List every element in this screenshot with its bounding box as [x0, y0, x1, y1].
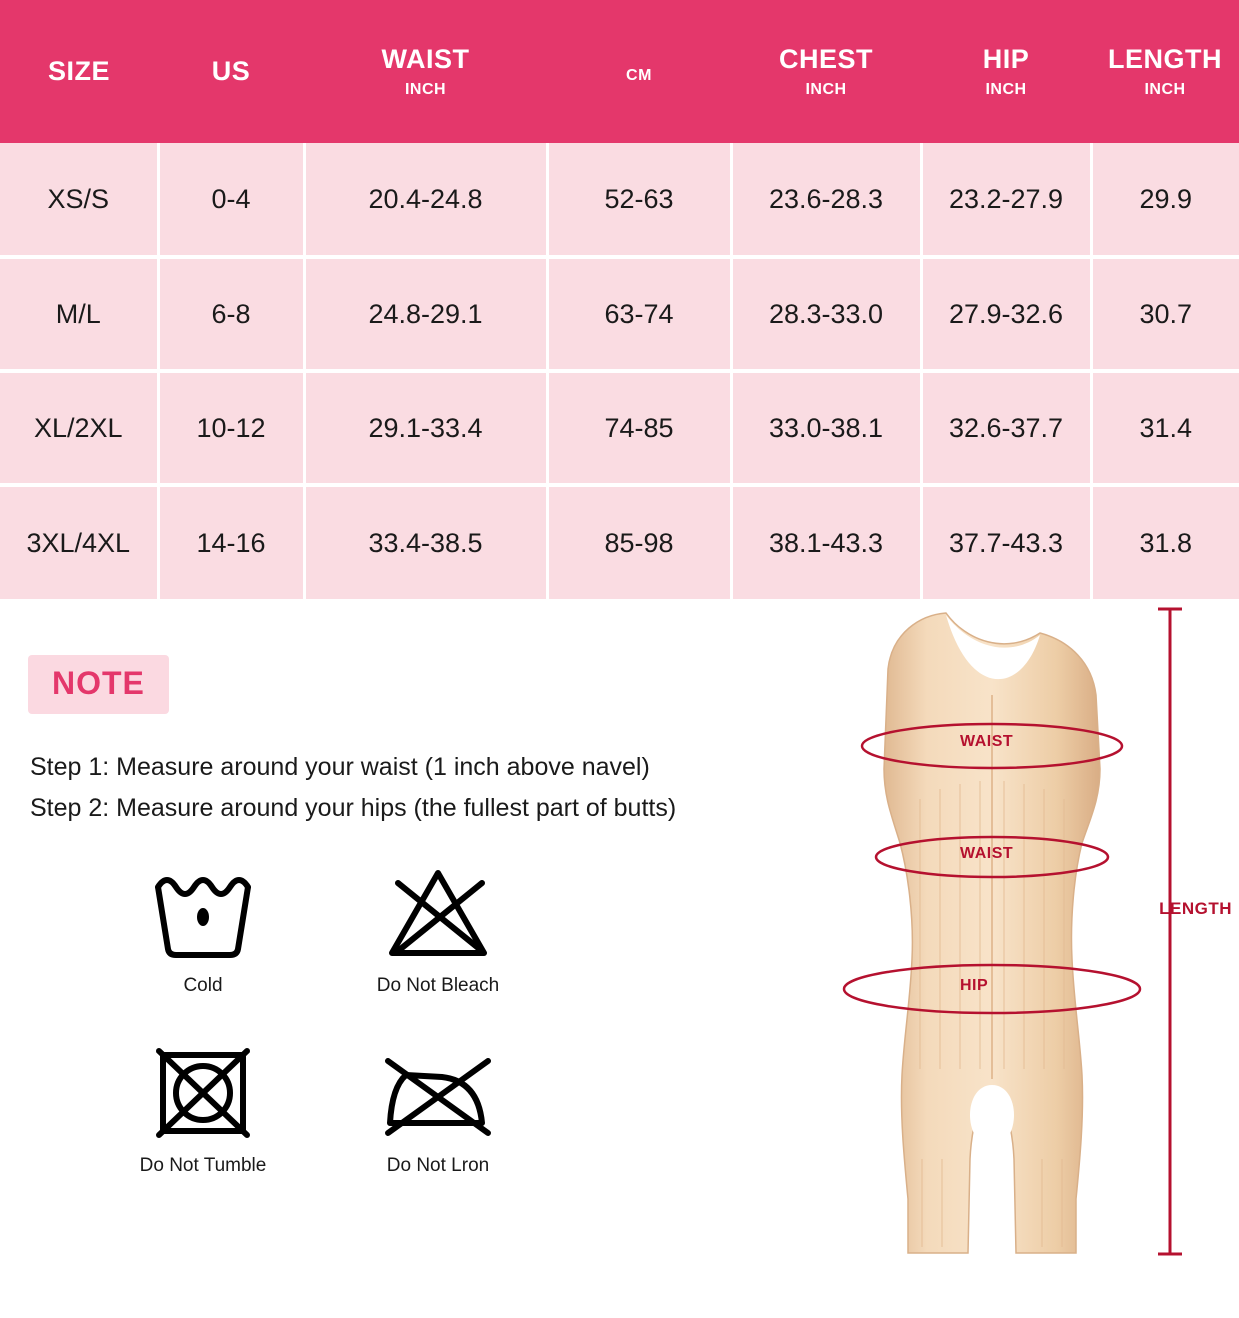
header-size	[0, 0, 158, 143]
header-hip-label: HIP	[982, 43, 1030, 74]
cell-waist-cm: 63-74	[547, 257, 731, 371]
care-instructions	[88, 861, 558, 1221]
cell-us: 14-16	[158, 485, 304, 599]
header-length-label: LENGTH	[1108, 43, 1222, 74]
table-row	[0, 485, 1239, 599]
cell-length: 31.8	[1091, 485, 1239, 599]
diagram-label-length: LENGTH	[1159, 899, 1232, 918]
cell-length: 31.4	[1091, 371, 1239, 485]
header-chest	[731, 0, 921, 143]
cell-size: M/L	[0, 257, 158, 371]
cell-waist-cm: 74-85	[547, 371, 731, 485]
cell-us: 10-12	[158, 371, 304, 485]
header-us	[158, 0, 304, 143]
care-item-do-not-iron	[318, 1041, 558, 1221]
cell-waist-inch: 33.4-38.5	[304, 485, 547, 599]
header-chest-label: CHEST	[778, 43, 873, 74]
care-label-do-not-iron: Do Not Lron	[386, 1155, 490, 1176]
cell-size: XL/2XL	[0, 371, 158, 485]
cell-size: XS/S	[0, 143, 158, 257]
care-item-do-not-bleach	[318, 861, 558, 1041]
header-us-label: US	[211, 56, 251, 86]
cell-waist-inch: 20.4-24.8	[304, 143, 547, 257]
cell-chest: 23.6-28.3	[731, 143, 921, 257]
diagram-label-waist-top: WAIST	[960, 733, 1014, 750]
header-waist-cm-unit: CM	[626, 67, 652, 84]
header-size-label: SIZE	[47, 56, 110, 86]
header-hip	[921, 0, 1091, 143]
cell-size: 3XL/4XL	[0, 485, 158, 599]
garment-diagram	[770, 599, 1239, 1309]
garment-illustration	[770, 599, 1239, 1309]
header-length-unit: INCH	[1144, 80, 1186, 98]
care-label-cold: Cold	[183, 975, 223, 996]
cell-hip: 23.2-27.9	[921, 143, 1091, 257]
cell-length: 30.7	[1091, 257, 1239, 371]
table-row	[0, 143, 1239, 257]
do-not-iron-icon	[378, 1041, 498, 1145]
cell-hip: 32.6-37.7	[921, 371, 1091, 485]
table-row	[0, 257, 1239, 371]
cell-hip: 27.9-32.6	[921, 257, 1091, 371]
header-chest-unit: INCH	[805, 80, 847, 98]
cell-hip: 37.7-43.3	[921, 485, 1091, 599]
note-badge: NOTE	[28, 655, 169, 714]
cell-waist-cm: 52-63	[547, 143, 731, 257]
do-not-tumble-icon	[149, 1041, 257, 1145]
step-2: Step 2: Measure around your hips (the fullest part of butts)	[30, 793, 677, 822]
care-label-do-not-bleach: Do Not Bleach	[376, 975, 500, 996]
table-header-row	[0, 0, 1239, 143]
cell-us: 6-8	[158, 257, 304, 371]
diagram-label-waist-mid: WAIST	[960, 845, 1014, 862]
wash-cold-icon	[150, 861, 256, 965]
header-waist-label: WAIST	[381, 43, 470, 74]
do-not-bleach-icon	[382, 861, 494, 965]
table-row	[0, 371, 1239, 485]
cell-waist-inch: 29.1-33.4	[304, 371, 547, 485]
cell-us: 0-4	[158, 143, 304, 257]
header-hip-unit: INCH	[985, 80, 1027, 98]
step-1: Step 1: Measure around your waist (1 inch above navel)	[30, 753, 650, 781]
size-chart-table	[0, 0, 1239, 599]
measure-steps	[30, 747, 790, 828]
cell-waist-cm: 85-98	[547, 485, 731, 599]
header-waist-cm	[547, 0, 731, 143]
care-label-do-not-tumble: Do Not Tumble	[139, 1155, 267, 1176]
note-section	[0, 599, 1239, 1309]
header-waist-unit: INCH	[404, 80, 447, 98]
diagram-label-hip: HIP	[960, 977, 989, 994]
cell-chest: 33.0-38.1	[731, 371, 921, 485]
care-item-do-not-tumble	[88, 1041, 318, 1221]
cell-length: 29.9	[1091, 143, 1239, 257]
care-item-cold	[88, 861, 318, 1041]
header-length	[1091, 0, 1239, 143]
header-waist-inch	[304, 0, 547, 143]
cell-chest: 28.3-33.0	[731, 257, 921, 371]
cell-chest: 38.1-43.3	[731, 485, 921, 599]
cell-waist-inch: 24.8-29.1	[304, 257, 547, 371]
